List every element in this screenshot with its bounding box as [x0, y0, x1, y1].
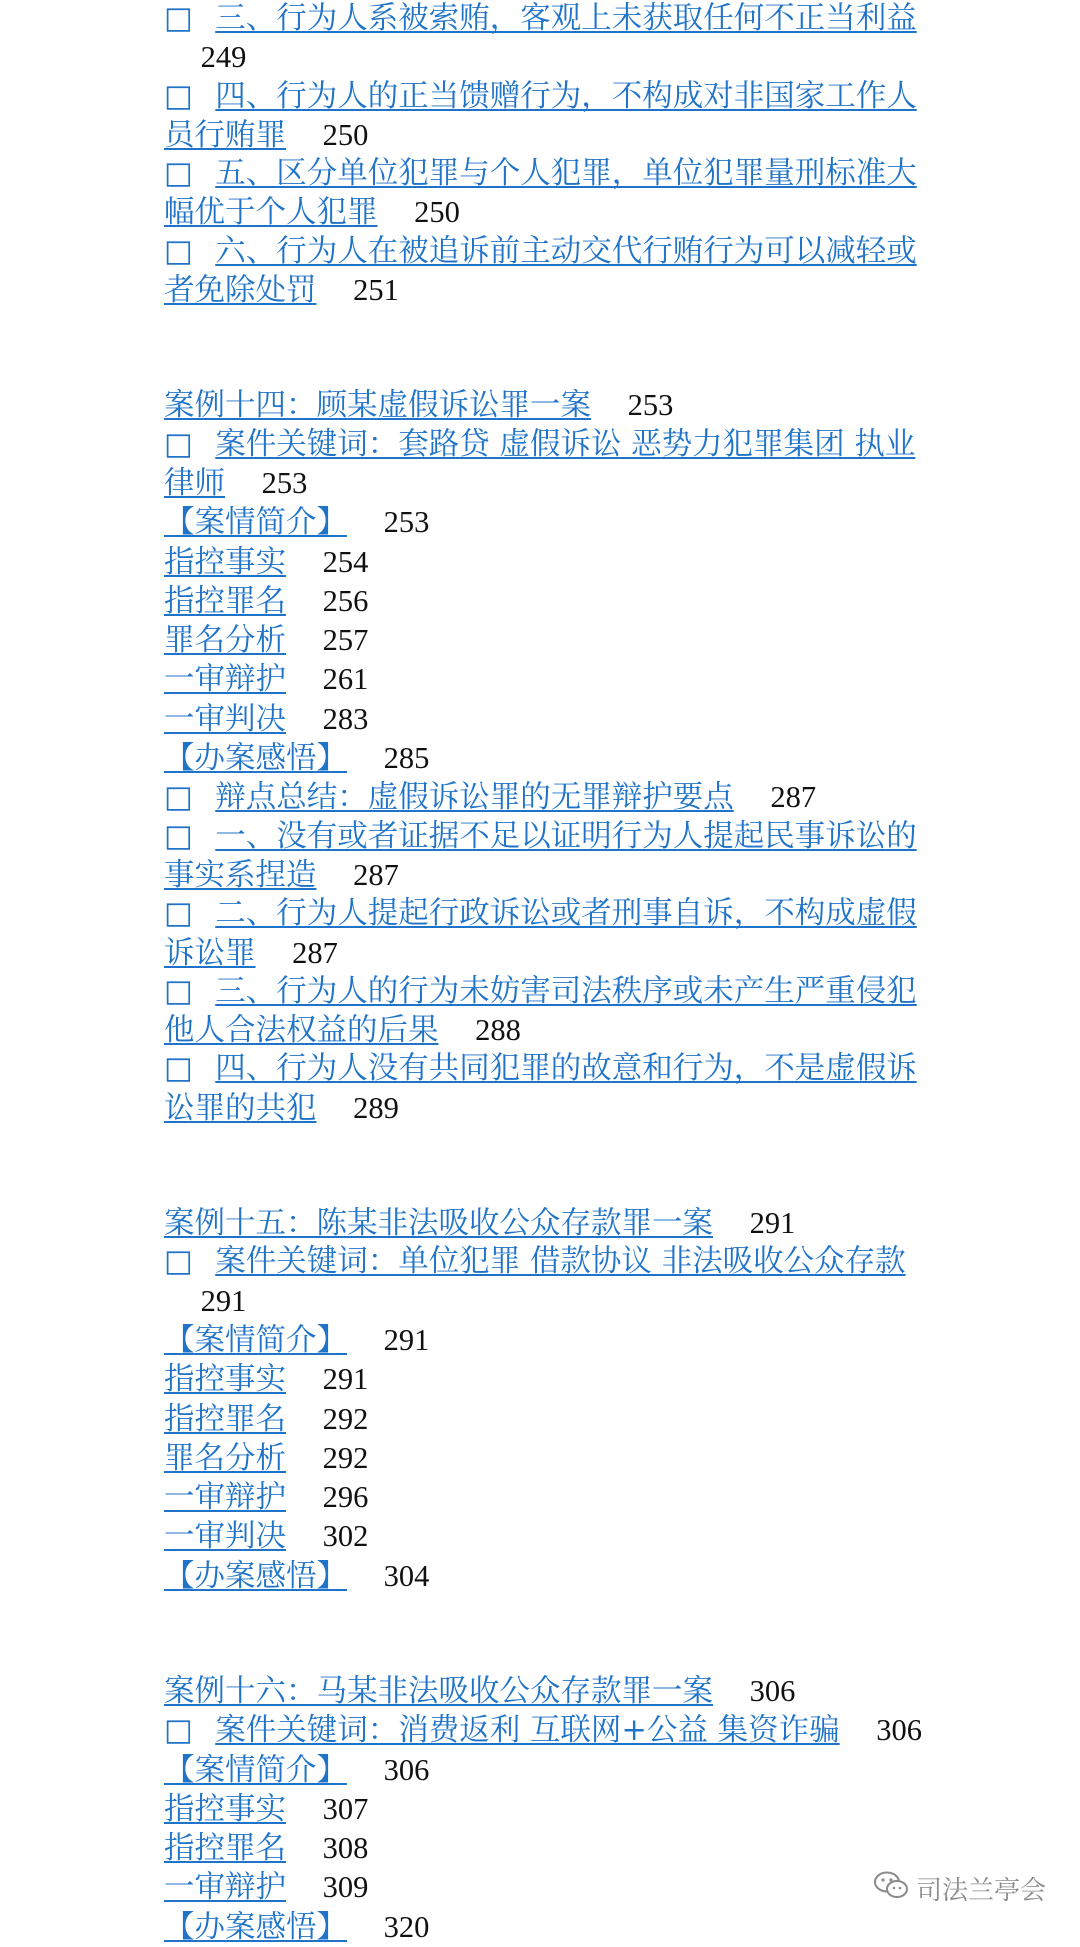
page-number: 261: [322, 662, 369, 697]
checkbox-glyph-icon: □: [164, 818, 193, 854]
watermark-text: 司法兰亭会: [915, 1876, 1046, 1906]
checkbox-glyph-icon: □: [164, 780, 193, 816]
toc-title: 案件关键词：单位犯罪 借款协议 非法吸收公众存款: [215, 1244, 906, 1280]
toc-subentry: [164, 155, 924, 233]
toc-link[interactable]: [164, 662, 286, 697]
toc-subentry: [164, 973, 924, 1051]
toc-entry: [164, 1751, 924, 1790]
checkbox-glyph-icon: □: [164, 1244, 193, 1280]
toc-title: 指控事实: [164, 544, 286, 580]
toc-link[interactable]: [164, 156, 917, 230]
toc-link[interactable]: [164, 1831, 286, 1866]
page-number: 320: [383, 1909, 430, 1944]
toc-link[interactable]: [164, 1362, 286, 1397]
toc-subentry: [164, 1711, 924, 1750]
toc-title: 【办案感悟】: [164, 741, 347, 777]
toc-entry: [164, 1360, 924, 1399]
toc-title: 辩点总结：虚假诉讼罪的无罪辩护要点: [215, 780, 734, 816]
toc-title: 案例十六：马某非法吸收公众存款罪一案: [164, 1673, 713, 1709]
toc-link[interactable]: [164, 896, 917, 970]
toc-link[interactable]: [164, 1753, 347, 1788]
toc-title: 【办案感悟】: [164, 1558, 347, 1594]
toc-link[interactable]: [164, 1, 917, 36]
toc-subentry: [164, 1243, 924, 1321]
toc-title: 罪名分析: [164, 623, 286, 659]
page-number: 253: [383, 505, 430, 540]
toc-entry: [164, 1672, 924, 1711]
page-number: 291: [200, 1283, 247, 1318]
toc-title: 案件关键词：消费返利 互联网+公益 集资诈骗: [215, 1713, 840, 1749]
toc-entry: [164, 1321, 924, 1360]
toc-entry: [164, 1557, 924, 1596]
checkbox-glyph-icon: □: [164, 973, 193, 1009]
toc-link[interactable]: [164, 545, 286, 580]
toc-title: 指控罪名: [164, 1831, 286, 1867]
toc-link[interactable]: [164, 584, 286, 619]
toc-subentry: [164, 778, 924, 817]
toc-title: 指控罪名: [164, 1401, 286, 1437]
page-number: 250: [322, 117, 369, 152]
toc-subentry: [164, 426, 924, 504]
toc-link[interactable]: [164, 741, 347, 776]
toc-subentry: [164, 1050, 924, 1128]
toc-link[interactable]: [164, 1559, 347, 1594]
toc-link[interactable]: [164, 1870, 286, 1905]
toc-entry: [164, 503, 924, 542]
page-number: 250: [414, 195, 460, 230]
toc-title: 案件关键词：套路贷 虚假诉讼 恶势力犯罪集团 执业律师: [164, 426, 916, 501]
toc-entry: [164, 1439, 924, 1478]
page-number: 291: [749, 1206, 796, 1241]
toc-link[interactable]: [164, 505, 347, 540]
checkbox-glyph-icon: □: [164, 233, 193, 269]
watermark: [872, 1870, 1046, 1907]
toc-title: 四、行为人没有共同犯罪的故意和行为，不是虚假诉讼罪的共犯: [164, 1051, 917, 1126]
page-number: 289: [353, 1090, 399, 1125]
toc-link[interactable]: [164, 702, 286, 737]
checkbox-glyph-icon: □: [164, 78, 193, 114]
toc-link[interactable]: [164, 1519, 286, 1554]
section-gap: [164, 310, 924, 386]
toc-title: 指控事实: [164, 1362, 286, 1398]
toc-link[interactable]: [164, 1910, 347, 1945]
toc-title: 四、行为人的正当馈赠行为，不构成对非国家工作人员行贿罪: [164, 78, 917, 153]
toc-entry: [164, 582, 924, 621]
checkbox-glyph-icon: □: [164, 896, 193, 932]
toc-title: 一审判决: [164, 1519, 286, 1555]
checkbox-glyph-icon: □: [164, 1713, 193, 1749]
page-number: 292: [322, 1401, 369, 1436]
checkbox-glyph-icon: □: [164, 1, 193, 36]
toc-link[interactable]: [164, 1480, 286, 1515]
toc-subentry: [164, 0, 924, 78]
toc-entry: [164, 1829, 924, 1868]
page-number: 287: [770, 780, 817, 815]
toc-link[interactable]: [164, 1674, 713, 1709]
toc-title: 六、行为人在被追诉前主动交代行贿行为可以减轻或者免除处罚: [164, 233, 917, 309]
page-number: 291: [383, 1322, 430, 1357]
toc-title: 五、区分单位犯罪与个人犯罪，单位犯罪量刑标准大幅优于个人犯罪: [164, 156, 917, 231]
toc-entry: [164, 1204, 924, 1243]
toc-subentry: [164, 78, 924, 156]
toc-entry: [164, 386, 924, 425]
toc-title: 指控罪名: [164, 583, 286, 619]
toc-title: 三、行为人系被索贿，客观上未获取任何不正当利益: [215, 1, 917, 36]
toc-entry: [164, 1400, 924, 1439]
toc-entry: [164, 1790, 924, 1829]
page-number: 283: [322, 701, 369, 736]
page-number: 254: [322, 544, 369, 579]
toc-link[interactable]: [164, 974, 917, 1048]
toc-entry: [164, 1517, 924, 1556]
toc-title: 三、行为人的行为未妨害司法秩序或未产生严重侵犯他人合法权益的后果: [164, 973, 917, 1049]
toc-link[interactable]: [164, 780, 734, 815]
toc-link[interactable]: [164, 1441, 286, 1476]
page-number: 285: [383, 741, 430, 776]
page-number: 306: [876, 1713, 923, 1748]
toc-title: 案例十五：陈某非法吸收公众存款罪一案: [164, 1206, 713, 1242]
checkbox-glyph-icon: □: [164, 156, 193, 192]
page-number: 287: [353, 857, 399, 892]
toc-link[interactable]: [164, 623, 286, 658]
toc-link[interactable]: [164, 819, 917, 893]
toc-link[interactable]: [164, 1244, 906, 1279]
toc-title: 【案情简介】: [164, 1752, 347, 1788]
page-number: 306: [383, 1752, 430, 1787]
toc-title: 【案情简介】: [164, 1322, 347, 1358]
toc-title: 罪名分析: [164, 1440, 286, 1476]
toc-link[interactable]: [164, 388, 591, 423]
toc-link[interactable]: [164, 1323, 347, 1358]
toc-title: 一、没有或者证据不足以证明行为人提起民事诉讼的事实系捏造: [164, 818, 917, 893]
checkbox-glyph-icon: □: [164, 426, 193, 462]
section-gap: [164, 1596, 924, 1672]
toc-title: 【案情简介】: [164, 505, 347, 541]
toc-link[interactable]: [164, 234, 917, 308]
toc-title: 【办案感悟】: [164, 1909, 347, 1945]
page-number: 296: [322, 1480, 369, 1515]
page-number: 257: [322, 623, 369, 658]
toc-title: 一审辩护: [164, 1870, 286, 1906]
toc-link[interactable]: [164, 1402, 286, 1437]
toc-entry: [164, 543, 924, 582]
page-number: 304: [383, 1558, 430, 1593]
checkbox-glyph-icon: □: [164, 1051, 193, 1087]
toc-subentry: [164, 233, 924, 311]
page-number: 288: [475, 1013, 521, 1048]
toc-subentry: [164, 895, 924, 973]
toc-title: 案例十四：顾某虚假诉讼罪一案: [164, 388, 591, 424]
page-number: 256: [322, 583, 369, 618]
page-number: 253: [261, 465, 308, 500]
table-of-contents: [164, 0, 924, 1947]
toc-title: 一审辩护: [164, 662, 286, 698]
page-number: 302: [322, 1519, 369, 1554]
toc-link[interactable]: [164, 1792, 286, 1827]
page-number: 253: [627, 388, 674, 423]
toc-link[interactable]: [164, 1206, 713, 1241]
section-gap: [164, 1128, 924, 1204]
toc-entry: [164, 621, 924, 660]
page-number: 307: [322, 1791, 369, 1826]
page-number: 251: [353, 273, 399, 308]
page-number: 292: [322, 1440, 369, 1475]
toc-link[interactable]: [164, 1051, 917, 1125]
toc-link[interactable]: [164, 79, 917, 153]
toc-link[interactable]: [164, 1713, 840, 1748]
toc-entry: [164, 700, 924, 739]
page-number: 287: [292, 935, 338, 970]
wechat-icon: [872, 1870, 910, 1907]
toc-entry: [164, 660, 924, 699]
page-number: 309: [322, 1870, 369, 1905]
toc-entry: [164, 739, 924, 778]
toc-entry: [164, 1908, 924, 1947]
toc-entry: [164, 1478, 924, 1517]
toc-entry: [164, 1868, 924, 1907]
toc-title: 一审判决: [164, 701, 286, 737]
toc-subentry: [164, 818, 924, 896]
toc-title: 一审辩护: [164, 1480, 286, 1516]
toc-title: 指控事实: [164, 1791, 286, 1827]
page-number: 249: [200, 40, 247, 75]
page-number: 306: [749, 1673, 796, 1708]
page-number: 308: [322, 1831, 369, 1866]
page-number: 291: [322, 1362, 369, 1397]
toc-title: 二、行为人提起行政诉讼或者刑事自诉，不构成虚假诉讼罪: [164, 896, 917, 971]
